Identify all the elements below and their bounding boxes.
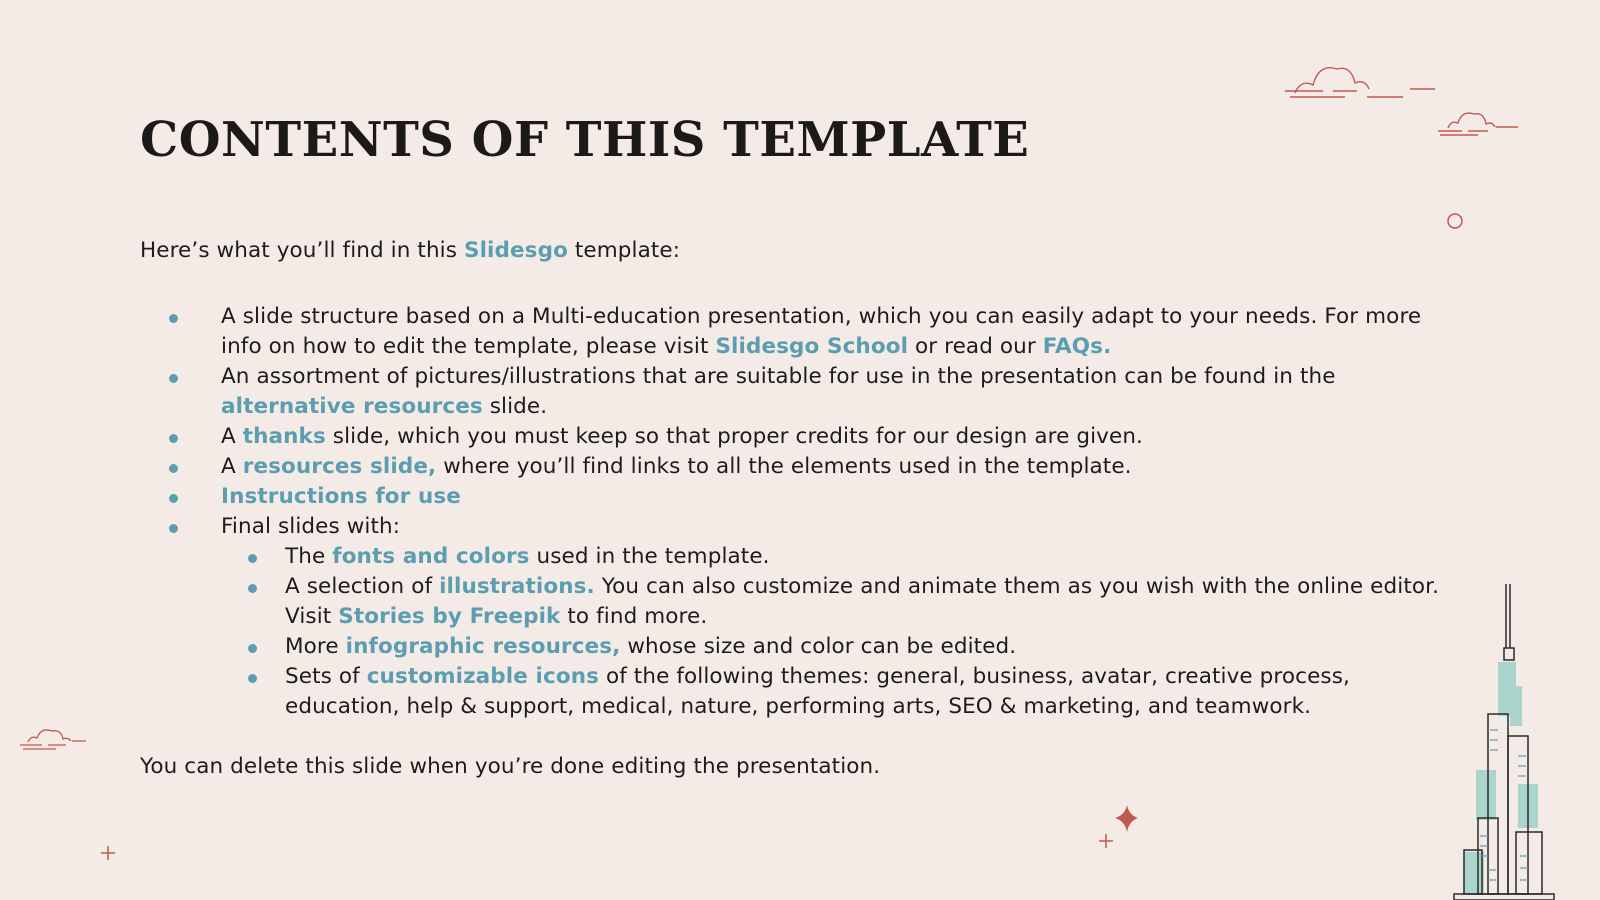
building-illustration	[1450, 580, 1560, 900]
slidesgo-link[interactable]: Slidesgo	[463, 238, 568, 263]
sparkle-icon	[1093, 802, 1143, 852]
contents-list	[140, 302, 1460, 722]
bullet-icon	[248, 674, 257, 683]
sublist-item: The fonts and colors used in the template.	[140, 542, 1460, 572]
faqs-link[interactable]: FAQs.	[1042, 334, 1112, 359]
list-item: Final slides with: The fonts and colors used in the template. A selection of illustrations. You can also customize and animate them as you wish with the online editor. Visit Stories by Freepik to find more. More infographic resources, whose size and color can be edited. Sets of customizable icons of the following themes: general, business, avatar, creative process, education, help & support, medical, nature, performing arts, SEO & marketing, and teamwork.	[140, 512, 1460, 722]
illustrations-link[interactable]: illustrations.	[439, 574, 595, 599]
cloud-icon	[1438, 108, 1518, 138]
slide-title: CONTENTS OF THIS TEMPLATE	[140, 112, 1030, 168]
sublist-item: A selection of illustrations. You can also customize and animate them as you wish with the online editor. Visit Stories by Freepik to find more.	[140, 572, 1460, 632]
plus-icon	[100, 845, 116, 861]
intro-text: Here’s what you’ll find in this Slidesgo template:	[140, 238, 681, 263]
infographic-resources-link[interactable]: infographic resources,	[345, 634, 621, 659]
bullet-icon	[169, 434, 178, 443]
alternative-resources-link[interactable]: alternative resources	[221, 394, 483, 419]
bullet-icon	[169, 314, 178, 323]
bullet-icon	[169, 464, 178, 473]
list-item: A thanks slide, which you must keep so that proper credits for our design are given.	[140, 422, 1460, 452]
circle-icon	[1446, 212, 1464, 230]
sublist-item: More infographic resources, whose size and color can be edited.	[140, 632, 1460, 662]
cloud-icon	[20, 725, 88, 753]
list-item: A resources slide, where you’ll find links to all the elements used in the template.	[140, 452, 1460, 482]
contents-body	[140, 236, 1460, 782]
bullet-icon	[169, 374, 178, 383]
bullet-icon	[169, 524, 178, 533]
instructions-link[interactable]: Instructions for use	[221, 484, 461, 509]
customizable-icons-link[interactable]: customizable icons	[366, 664, 600, 689]
bullet-icon	[248, 554, 257, 563]
resources-slide-link[interactable]: resources slide,	[242, 454, 437, 479]
list-item: An assortment of pictures/illustrations that are suitable for use in the presentation can be found in the alternative resources slide.	[140, 362, 1460, 422]
closing-text: You can delete this slide when you’re done editing the presentation.	[140, 754, 881, 779]
fonts-colors-link[interactable]: fonts and colors	[332, 544, 530, 569]
bullet-icon	[169, 494, 178, 503]
list-item: A slide structure based on a Multi-education presentation, which you can easily adapt to your needs. For more info on how to edit the template, please visit Slidesgo School or read our FAQs.	[140, 302, 1460, 362]
slidesgo-school-link[interactable]: Slidesgo School	[715, 334, 909, 359]
stories-freepik-link[interactable]: Stories by Freepik	[338, 604, 561, 629]
list-item	[140, 482, 1460, 512]
cloud-icon	[1285, 55, 1445, 105]
thanks-link[interactable]: thanks	[242, 424, 326, 449]
final-slides-sublist	[221, 542, 1460, 722]
bullet-icon	[248, 584, 257, 593]
bullet-icon	[248, 644, 257, 653]
sublist-item: Sets of customizable icons of the following themes: general, business, avatar, creative process, education, help & support, medical, nature, performing arts, SEO & marketing, and teamwork.	[140, 662, 1460, 722]
